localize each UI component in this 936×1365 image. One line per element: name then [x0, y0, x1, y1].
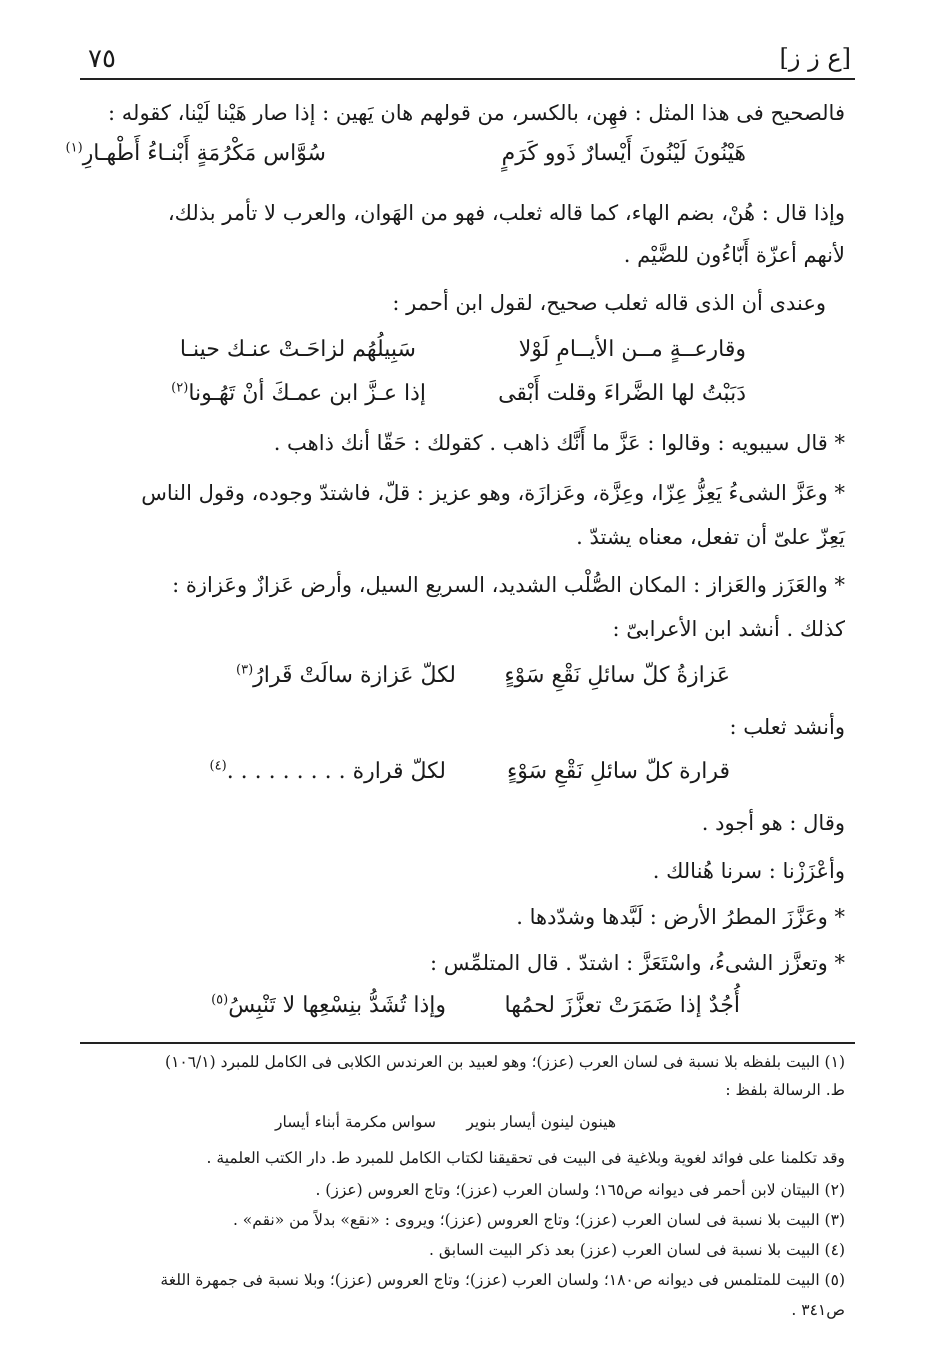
verse-hemistich-second [210, 756, 446, 788]
footnote-marker: (١) [65, 140, 83, 156]
hemistich-text: سُوَّاس مَكْرُمَةٍ أَبْنـاءُ أَطْهـارِ [82, 141, 326, 166]
root-heading: [ع ز ز] [779, 44, 851, 72]
verse-hemistich-first: هَيْنُونَ لَيْنُونَ أَيْسارٌ ذَوو كَرَمٍ [501, 141, 746, 166]
verse-hemistich-second: سَبِيلُهُم لزاحَـتْ عنـك حينـا [179, 337, 416, 362]
text-line: فالصحيح فى هذا المثل : فهِن، بالكسر، من قولهم هان يَهين : إذا صار هَيْنا لَيْنا، كقوله : [108, 101, 845, 125]
footnote: (١) البيت بلفظه بلا نسبة فى لسان العرب (عزز)؛ وهو لعبيد بن العرندس الكلابى فى الكامل للمبرد (١٠٦/١) [165, 1053, 845, 1071]
text-line: وعندى أن الذى قاله ثعلب صحيح، لقول ابن أحمر : [392, 291, 826, 315]
text-line: كذلك . أنشد ابن الأعرابىّ : [612, 617, 845, 641]
hemistich-text: لكلّ عَزازة سالَتْ قَرارُ [253, 663, 456, 688]
text-line: * والعَزَز والعَزاز : المكان الصُّلْب الشديد، السريع السيل، وأرض عَزازٌ وعَزازة : [172, 573, 845, 597]
header-rule [80, 78, 855, 80]
text-line: * وعَزَّزَ المطرُ الأرض : لَبَّدها وشدّدها . [516, 905, 845, 929]
text-line: * وعَزَّ الشىءُ يَعِزُّ عِزّا، وعِزَّة، وعَزازَة، وهو عزيز : قلّ، فاشتدّ وجوده، وقول الناس [141, 481, 845, 505]
verse-hemistich-first: أُجُدٌ إذا ضَمَرَتْ تعزَّزَ لحمُها [504, 993, 740, 1018]
verse-hemistich-first: عَزازةُ كلّ سائلِ نَقْعِ سَوْءٍ [504, 663, 730, 688]
page-number: ٧٥ [88, 44, 116, 74]
footnote-rule [80, 1042, 855, 1044]
footnote: وقد تكلمنا على فوائد لغوية وبلاغية فى البيت فى تحقيقنا لكتاب الكامل للمبرد ط. دار الكتب العلمية . [206, 1149, 845, 1167]
footnote: (٣) البيت بلا نسبة فى لسان العرب (عزز)؛ وتاج العروس (عزز)؛ ويروى : «نقع» بدلاً من «نقم» . [232, 1211, 845, 1229]
footnote: ص٣٤١ . [791, 1301, 845, 1319]
verse-hemistich-second [66, 138, 326, 170]
text-line: لأنهم أعزّة أَبّاءُون للضَّيْم . [623, 243, 845, 267]
footnote-marker: (٢) [171, 380, 189, 396]
text-line: يَعِزّ علىّ أن تفعل، معناه يشتدّ . [576, 525, 845, 549]
footnote: (٥) البيت للمتلمس فى ديوانه ص١٨٠؛ ولسان العرب (عزز)؛ وتاج العروس (عزز)؛ وبلا نسبة فى جمهرة اللغة [160, 1271, 845, 1289]
text-line: وأعْزَزْنا : سرنا هُنالك . [652, 859, 845, 883]
text-line: * وتعزَّز الشىءُ، واسْتَعَزَّ : اشتدّ . قال المتلمِّس : [429, 951, 845, 975]
footnote-marker: (٤) [209, 758, 227, 774]
verse-hemistich-first: دَبَبْتُ لها الضَّراءَ وقلت أَبْقى [498, 381, 746, 406]
verse-hemistich-first: وقارعــةٍ مــن الأيــامِ لَوْلا [518, 337, 746, 362]
footnote-marker: (٣) [236, 662, 254, 678]
footnote-marker: (٥) [211, 992, 229, 1008]
verse-hemistich-second [171, 378, 426, 410]
text-line: وإذا قال : هُنْ، بضم الهاء، كما قاله ثعلب، فهو من الهَوان، والعرب لا تأمر بذلك، [167, 201, 845, 225]
footnote-verse-second: سواس مكرمة أبناء أيسار [275, 1113, 436, 1131]
verse-hemistich-second [236, 660, 456, 692]
page-header [80, 40, 855, 76]
verse-hemistich-second [211, 990, 446, 1022]
footnote: (٤) البيت بلا نسبة فى لسان العرب (عزز) بعد ذكر البيت السابق . [429, 1241, 845, 1259]
text-line: * قال سيبويه : وقالوا : عَزَّ ما أَنَّك ذاهب . كقولك : حَقّا أنك ذاهب . [273, 431, 845, 455]
footnote: ط. الرسالة بلفظ : [725, 1081, 845, 1099]
verse-hemistich-first: قرارة كلّ سائلِ نَقْعِ سَوْءٍ [506, 759, 730, 784]
hemistich-text: لكلّ قرارة . . . . . . . . . [226, 759, 446, 784]
text-line: وقال : هو أجود . [701, 811, 845, 835]
text-line: وأنشد ثعلب : [729, 715, 845, 739]
footnote: (٢) البيتان لابن أحمر فى ديوانه ص١٦٥؛ ولسان العرب (عزز)؛ وتاج العروس (عزز) . [315, 1181, 845, 1199]
hemistich-text: وإذا تُشَدُّ بنِسْعِها لا تَنْبِسُ [228, 993, 446, 1018]
footnote-verse-first: هينون لينون أيسار بنوير [466, 1113, 616, 1131]
hemistich-text: إذا عـزَّ ابن عمـكَ أنْ تَهُـونا [188, 381, 426, 406]
